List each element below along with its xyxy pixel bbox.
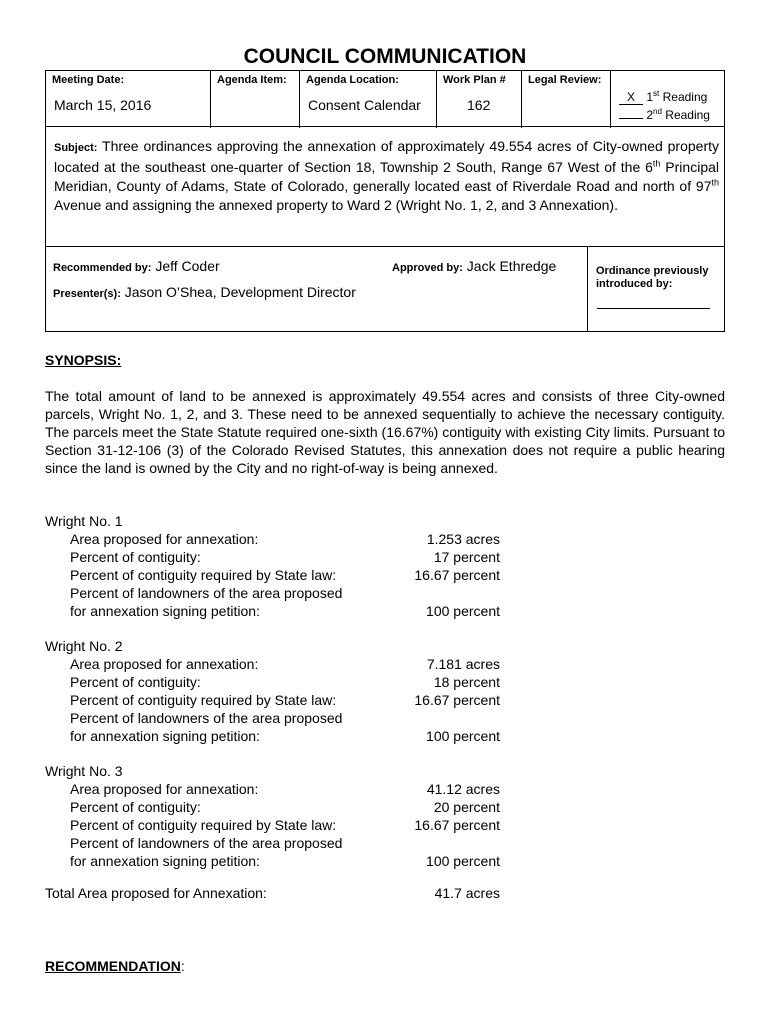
ordinance-introduced-label: Ordinance previously introduced by:: [596, 265, 709, 290]
synopsis-heading: SYNOPSIS:: [45, 352, 122, 368]
agenda-location-label: Agenda Location:: [306, 74, 399, 86]
legal-review-label: Legal Review:: [528, 74, 602, 86]
approved-by-name: Jack Ethredge: [466, 258, 557, 274]
recommended-by-name: Jeff Coder: [155, 258, 220, 274]
meeting-date-value: March 15, 2016: [54, 97, 152, 113]
parcel-title: Wright No. 2: [45, 638, 123, 654]
agenda-item-label: Agenda Item:: [217, 74, 287, 86]
recommendation-heading-wrap: RECOMMENDATION:: [45, 958, 185, 974]
work-plan-value: 162: [467, 97, 491, 113]
meeting-date-cell: [46, 71, 211, 128]
agenda-item-cell: [211, 71, 300, 128]
subject-text: Subject: Three ordinances approving the annexation of approximately 49.554 acres of City-owned property located at the southeast one-quarter of Section 18, Township 2 South, Range 67 West of the 6th Principal Meridian, County of Adams, State of Colorado, generally located east of Riverdale Road and north of 97th Avenue and assigning the annexed property to Ward 2 (Wright No. 1, 2, and 3 Annexation).: [54, 138, 719, 213]
parcel-wright-2: Wright No. 2 Area proposed for annexation: 7.181 acres Percent of contiguity: 18 percent Percent of contiguity required by State law: 16.67 percent Percent of landowners of the area proposed for annexation signing petition: 100 percent: [45, 637, 725, 745]
parcel-wright-3: Wright No. 3 Area proposed for annexation: 41.12 acres Percent of contiguity: 20 percent Percent of contiguity required by State law: 16.67 percent Percent of landowners of the area proposed for annexation signing petition: 100 percent: [45, 762, 725, 870]
subject-box: [45, 127, 725, 247]
synopsis-text: The total amount of land to be annexed is approximately 49.554 acres and consists of three City-owned parcels, Wright No. 1, 2, and 3. These need to be annexed sequentially to achieve the necessary contiguity. The parcels meet the State Statute required one-sixth (16.67%) contiguity with existing City limits. Pursuant to Section 31-12-106 (3) of the Colorado Revised Statutes, this annexation does not require a public hearing since the land is owned by the City and no right-of-way is being annexed.: [45, 388, 725, 476]
work-plan-label: Work Plan #: [443, 74, 506, 86]
total-area-value: 41.7 acres: [434, 885, 500, 901]
work-plan-cell: [437, 71, 522, 128]
second-reading-mark: [619, 118, 643, 119]
second-reading: 2nd Reading: [619, 105, 710, 122]
signature-line: [597, 308, 710, 309]
recommendation-box: [45, 247, 725, 332]
meeting-date-label: Meeting Date:: [52, 74, 125, 86]
recommendation-heading: RECOMMENDATION: [45, 958, 181, 974]
header-grid: [45, 70, 725, 127]
total-area: [45, 885, 725, 903]
parcel-title: Wright No. 1: [45, 513, 123, 529]
subject-label: Subject:: [54, 142, 98, 154]
recommended-by: Recommended by: Jeff Coder: [53, 258, 220, 274]
approved-by: Approved by: Jack Ethredge: [392, 258, 557, 274]
first-reading-mark: X: [619, 90, 643, 105]
presenter-name: Jason O’Shea, Development Director: [124, 284, 356, 300]
presenter: Presenter(s): Jason O’Shea, Development Director: [53, 284, 356, 300]
total-area-label: Total Area proposed for Annexation:: [45, 885, 267, 901]
page-title: COUNCIL COMMUNICATION: [243, 45, 527, 68]
legal-review-cell: [522, 71, 611, 128]
first-reading: X 1st Reading: [619, 87, 710, 105]
reading-selector: [619, 87, 710, 122]
parcel-wright-1: Wright No. 1 Area proposed for annexation: 1.253 acres Percent of contiguity: 17 percent Percent of contiguity required by State law: 16.67 percent Percent of landowners of the area proposed for annexation signing petition: 100 percent: [45, 512, 725, 620]
agenda-location-cell: [300, 71, 437, 128]
divider: [587, 247, 588, 331]
agenda-location-value: Consent Calendar: [308, 97, 421, 113]
parcel-title: Wright No. 3: [45, 763, 123, 779]
